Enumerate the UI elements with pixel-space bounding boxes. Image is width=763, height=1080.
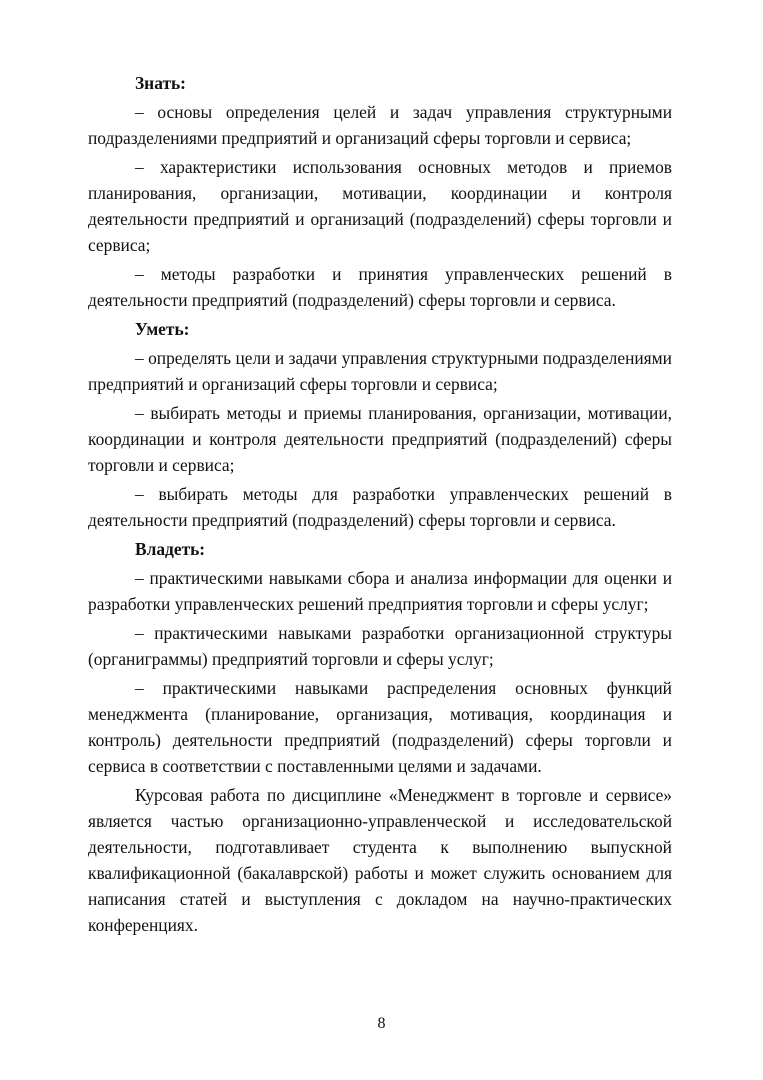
master-item-1: – практическими навыками сбора и анализа информации для оценки и разработки управленческих решений предприятия торговли и сферы услуг; bbox=[88, 568, 672, 614]
can-item-1: – определять цели и задачи управления структурными подразделениями предприятий и организаций сферы торговли и сервиса; bbox=[88, 348, 672, 394]
master-item-3: – практическими навыками распределения основных функций менеджмента (планирование, организация, мотивация, координация и контроль) деятельности предприятий (подразделений) сферы торговли и сервиса в соответствии с поставленными целями и задачами. bbox=[88, 678, 672, 776]
can-item-2: – выбирать методы и приемы планирования, организации, мотивации, координации и контроля деятельности предприятий (подразделений) сферы торговли и сервиса; bbox=[88, 403, 672, 475]
heading-can: Уметь: bbox=[135, 319, 190, 339]
master-item-2: – практическими навыками разработки организационной структуры (органиграммы) предприятий торговли и сферы услуг; bbox=[88, 623, 672, 669]
know-item-1: – основы определения целей и задач управления структурными подразделениями предприятий и организаций сферы торговли и сервиса; bbox=[88, 102, 672, 148]
know-item-3: – методы разработки и принятия управленческих решений в деятельности предприятий (подразделений) сферы торговли и сервиса. bbox=[88, 264, 672, 310]
know-item-2: – характеристики использования основных методов и приемов планирования, организации, мотивации, координации и контроля деятельности предприятий и организаций (подразделений) сферы торговли и сервиса; bbox=[88, 157, 672, 255]
heading-master: Владеть: bbox=[135, 539, 206, 559]
page-body bbox=[88, 70, 672, 941]
can-item-3: – выбирать методы для разработки управленческих решений в деятельности предприятий (подразделений) сферы торговли и сервиса. bbox=[88, 484, 672, 530]
page-number: 8 bbox=[377, 1015, 386, 1032]
heading-know: Знать: bbox=[135, 73, 186, 93]
closing-paragraph: Курсовая работа по дисциплине «Менеджмент в торговле и сервисе» является частью организационно-управленческой и исследовательской деятельности, подготавливает студента к выполнению выпускной квалификационной (бакалаврской) работы и может служить основанием для написания статей и выступления с докладом на научно-практических конференциях. bbox=[88, 785, 672, 935]
